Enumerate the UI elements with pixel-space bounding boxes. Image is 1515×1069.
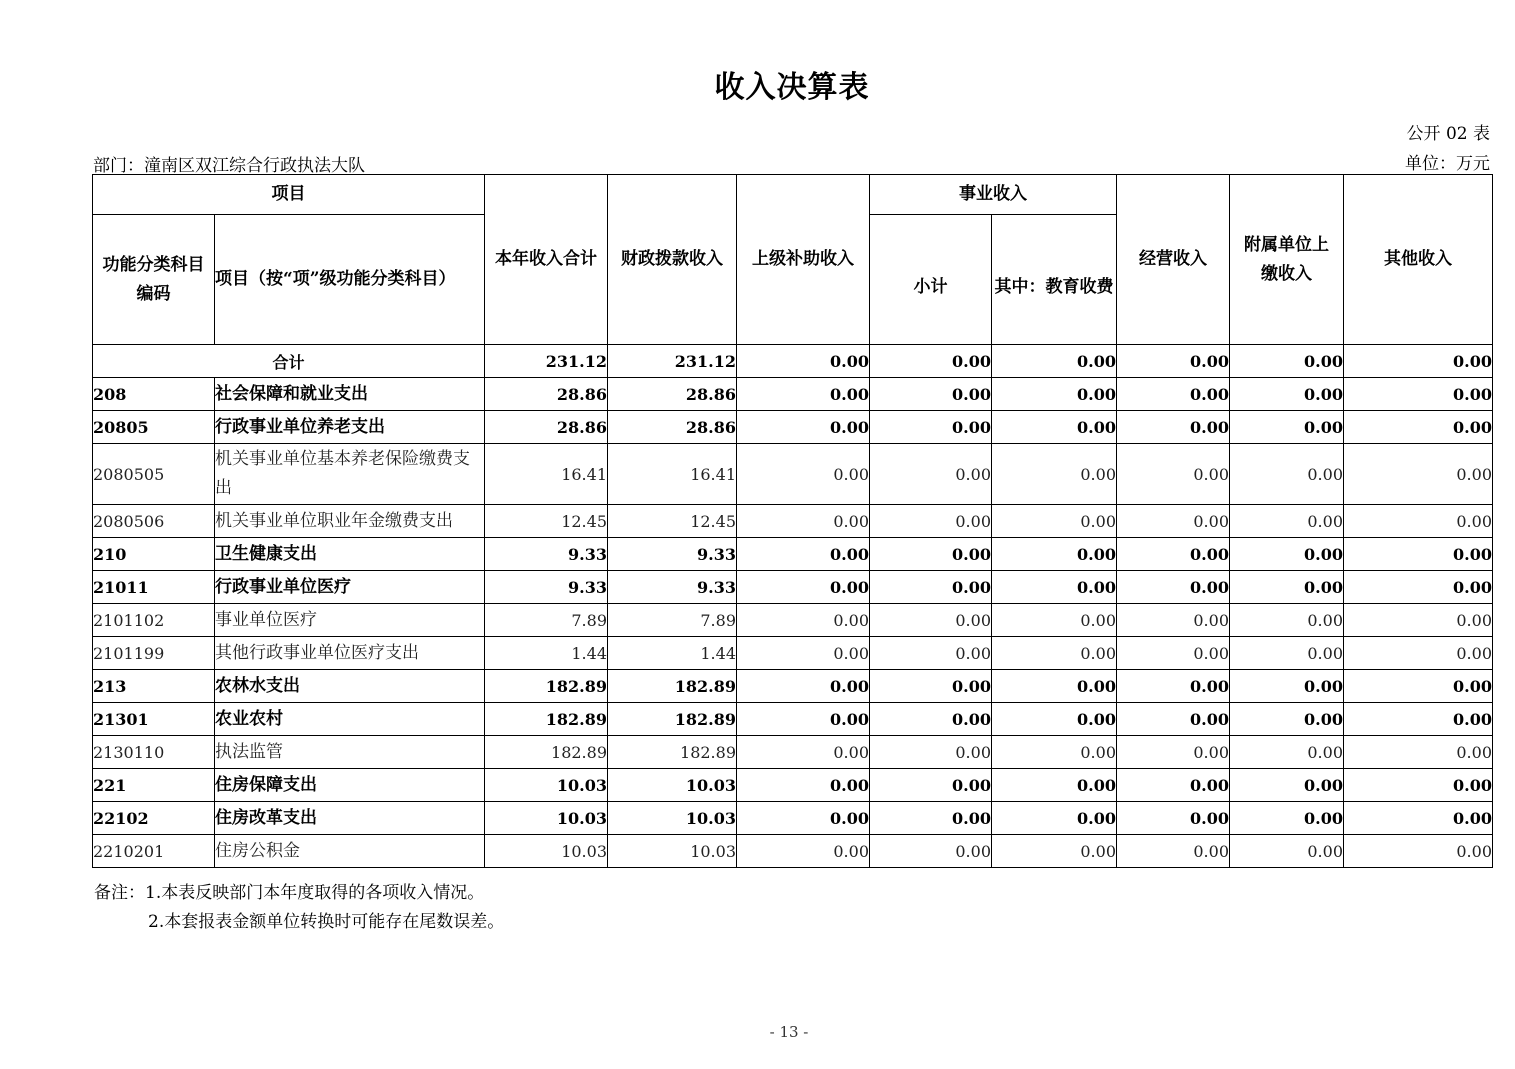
value-cell: 0.00: [870, 378, 992, 411]
value-cell: 10.03: [485, 769, 608, 802]
value-cell: 182.89: [485, 703, 608, 736]
value-cell: 0.00: [992, 835, 1117, 868]
value-cell: 0.00: [737, 736, 870, 769]
item-name-cell: 住房保障支出: [215, 769, 485, 802]
value-cell: 0.00: [1344, 802, 1493, 835]
value-cell: 0.00: [737, 703, 870, 736]
value-cell: 0.00: [870, 571, 992, 604]
value-cell: 182.89: [485, 670, 608, 703]
total-label: 合计: [93, 345, 485, 378]
value-cell: 0.00: [1344, 571, 1493, 604]
table-row: [93, 835, 1493, 868]
value-cell: 0.00: [870, 444, 992, 505]
value-cell: 16.41: [608, 444, 737, 505]
value-cell: 0.00: [1344, 411, 1493, 444]
value-cell: 0.00: [1230, 670, 1344, 703]
header-superior-subsidy: 上级补助收入: [737, 175, 870, 345]
value-cell: 0.00: [1117, 444, 1230, 505]
value-cell: 0.00: [1344, 670, 1493, 703]
value-cell: 0.00: [870, 411, 992, 444]
value-cell: 28.86: [485, 411, 608, 444]
unit-label: 单位：万元: [1405, 154, 1490, 174]
value-cell: 0.00: [1344, 538, 1493, 571]
value-cell: 0.00: [1230, 736, 1344, 769]
func-code-cell: 20805: [93, 411, 215, 444]
value-cell: 0.00: [1344, 604, 1493, 637]
value-cell: 0.00: [1344, 736, 1493, 769]
table-row: [93, 802, 1493, 835]
item-name-cell: 行政事业单位医疗: [215, 571, 485, 604]
value-cell: 0.00: [737, 835, 870, 868]
value-cell: 0.00: [992, 670, 1117, 703]
header-project-group: 项目: [93, 175, 485, 215]
value-cell: 28.86: [608, 411, 737, 444]
item-name-cell: 卫生健康支出: [215, 538, 485, 571]
value-cell: 0.00: [1230, 703, 1344, 736]
value-cell: 0.00: [737, 378, 870, 411]
notes: [94, 879, 504, 937]
value-cell: 9.33: [485, 571, 608, 604]
value-cell: 10.03: [485, 835, 608, 868]
value-cell: 0.00: [1117, 571, 1230, 604]
value-cell: 0.00: [1117, 604, 1230, 637]
item-name-cell: 农林水支出: [215, 670, 485, 703]
table-row: [93, 670, 1493, 703]
value-cell: 0.00: [870, 802, 992, 835]
func-code-cell: 221: [93, 769, 215, 802]
value-cell: 0.00: [1230, 411, 1344, 444]
value-cell: 0.00: [1230, 505, 1344, 538]
value-cell: 16.41: [485, 444, 608, 505]
page-number: - 13 -: [769, 1023, 809, 1041]
value-cell: 0.00: [870, 637, 992, 670]
table-row: [93, 703, 1493, 736]
value-cell: 12.45: [608, 505, 737, 538]
value-cell: 0.00: [737, 670, 870, 703]
value-cell: 9.33: [485, 538, 608, 571]
value-cell: 0.00: [870, 505, 992, 538]
value-cell: 0.00: [992, 604, 1117, 637]
value-cell: 0.00: [1230, 378, 1344, 411]
func-code-cell: 210: [93, 538, 215, 571]
value-cell: 0.00: [1230, 769, 1344, 802]
table-row: [93, 769, 1493, 802]
table-row: [93, 411, 1493, 444]
func-code-cell: 213: [93, 670, 215, 703]
department-label: 部门：潼南区双江综合行政执法大队: [93, 156, 365, 176]
value-cell: 0.00: [1344, 505, 1493, 538]
value-cell: 7.89: [485, 604, 608, 637]
value-cell: 28.86: [608, 378, 737, 411]
value-cell: 9.33: [608, 538, 737, 571]
func-code-cell: 22102: [93, 802, 215, 835]
note-line-2: 2.本套报表金额单位转换时可能存在尾数误差。: [148, 912, 505, 932]
value-cell: 0.00: [737, 802, 870, 835]
value-cell: 0.00: [1117, 703, 1230, 736]
value-cell: 0.00: [1230, 444, 1344, 505]
value-cell: 0.00: [1344, 637, 1493, 670]
total-value: 0.00: [1117, 345, 1230, 378]
item-name-cell: 执法监管: [215, 736, 485, 769]
value-cell: 0.00: [1117, 736, 1230, 769]
value-cell: 0.00: [1344, 703, 1493, 736]
value-cell: 182.89: [608, 670, 737, 703]
table-row: [93, 571, 1493, 604]
item-name-cell: 其他行政事业单位医疗支出: [215, 637, 485, 670]
value-cell: 10.03: [608, 769, 737, 802]
value-cell: 0.00: [992, 378, 1117, 411]
value-cell: 0.00: [870, 538, 992, 571]
value-cell: 0.00: [1344, 769, 1493, 802]
item-name-cell: 农业农村: [215, 703, 485, 736]
item-name-cell: 住房改革支出: [215, 802, 485, 835]
value-cell: 0.00: [1117, 505, 1230, 538]
header-affiliated: 附属单位上缴收入: [1230, 175, 1344, 345]
income-table: [92, 174, 1493, 868]
value-cell: 0.00: [1117, 637, 1230, 670]
header-subtotal: 小计: [870, 215, 992, 345]
total-value: 0.00: [992, 345, 1117, 378]
table-row: [93, 378, 1493, 411]
value-cell: 0.00: [737, 411, 870, 444]
value-cell: 0.00: [992, 571, 1117, 604]
report-title: 收入决算表: [714, 70, 870, 105]
value-cell: 0.00: [1344, 444, 1493, 505]
table-row: [93, 736, 1493, 769]
total-value: 231.12: [485, 345, 608, 378]
value-cell: 0.00: [1117, 769, 1230, 802]
value-cell: 0.00: [737, 538, 870, 571]
value-cell: 182.89: [608, 736, 737, 769]
value-cell: 0.00: [992, 444, 1117, 505]
header-total-income: 本年收入合计: [485, 175, 608, 345]
form-number: 公开 02 表: [1406, 124, 1490, 144]
value-cell: 0.00: [870, 769, 992, 802]
total-value: 0.00: [1230, 345, 1344, 378]
total-row: [93, 345, 1493, 378]
value-cell: 0.00: [1230, 571, 1344, 604]
value-cell: 0.00: [737, 637, 870, 670]
value-cell: 0.00: [992, 505, 1117, 538]
value-cell: 0.00: [737, 604, 870, 637]
value-cell: 9.33: [608, 571, 737, 604]
value-cell: 0.00: [1117, 670, 1230, 703]
value-cell: 0.00: [1117, 411, 1230, 444]
value-cell: 0.00: [1117, 802, 1230, 835]
header-item-name: 项目（按“项”级功能分类科目）: [215, 215, 485, 345]
func-code-cell: 2101199: [93, 637, 215, 670]
value-cell: 0.00: [870, 670, 992, 703]
value-cell: 182.89: [485, 736, 608, 769]
value-cell: 1.44: [608, 637, 737, 670]
header-operating: 经营收入: [1117, 175, 1230, 345]
table-row: [93, 538, 1493, 571]
value-cell: 0.00: [992, 769, 1117, 802]
value-cell: 182.89: [608, 703, 737, 736]
value-cell: 10.03: [608, 802, 737, 835]
item-name-cell: 社会保障和就业支出: [215, 378, 485, 411]
header-func-code: 功能分类科目编码: [93, 215, 215, 345]
value-cell: 0.00: [870, 703, 992, 736]
value-cell: 0.00: [992, 703, 1117, 736]
item-name-cell: 机关事业单位基本养老保险缴费支出: [215, 444, 485, 505]
item-name-cell: 机关事业单位职业年金缴费支出: [215, 505, 485, 538]
func-code-cell: 2080506: [93, 505, 215, 538]
value-cell: 1.44: [485, 637, 608, 670]
header-education-fee: 其中：教育收费: [992, 215, 1117, 345]
value-cell: 7.89: [608, 604, 737, 637]
note-line-1: 备注：1.本表反映部门本年度取得的各项收入情况。: [94, 883, 485, 903]
value-cell: 0.00: [737, 444, 870, 505]
value-cell: 0.00: [737, 769, 870, 802]
item-name-cell: 行政事业单位养老支出: [215, 411, 485, 444]
value-cell: 0.00: [1117, 835, 1230, 868]
value-cell: 0.00: [992, 538, 1117, 571]
table-row: [93, 505, 1493, 538]
value-cell: 0.00: [737, 505, 870, 538]
value-cell: 10.03: [485, 802, 608, 835]
value-cell: 10.03: [608, 835, 737, 868]
value-cell: 0.00: [1344, 835, 1493, 868]
table-row: [93, 637, 1493, 670]
total-value: 231.12: [608, 345, 737, 378]
table-row: [93, 604, 1493, 637]
value-cell: 0.00: [1230, 538, 1344, 571]
value-cell: 0.00: [992, 736, 1117, 769]
table-row: [93, 444, 1493, 505]
func-code-cell: 2101102: [93, 604, 215, 637]
value-cell: 28.86: [485, 378, 608, 411]
total-value: 0.00: [737, 345, 870, 378]
total-value: 0.00: [1344, 345, 1493, 378]
total-value: 0.00: [870, 345, 992, 378]
header-fiscal: 财政拨款收入: [608, 175, 737, 345]
value-cell: 0.00: [870, 736, 992, 769]
value-cell: 0.00: [870, 604, 992, 637]
value-cell: 0.00: [1230, 637, 1344, 670]
value-cell: 0.00: [737, 571, 870, 604]
header-business-income-group: 事业收入: [870, 175, 1117, 215]
value-cell: 0.00: [1117, 538, 1230, 571]
header-other: 其他收入: [1344, 175, 1493, 345]
value-cell: 0.00: [992, 411, 1117, 444]
value-cell: 12.45: [485, 505, 608, 538]
value-cell: 0.00: [1117, 378, 1230, 411]
value-cell: 0.00: [1230, 802, 1344, 835]
func-code-cell: 208: [93, 378, 215, 411]
value-cell: 0.00: [1230, 835, 1344, 868]
value-cell: 0.00: [870, 835, 992, 868]
item-name-cell: 事业单位医疗: [215, 604, 485, 637]
value-cell: 0.00: [992, 637, 1117, 670]
value-cell: 0.00: [992, 802, 1117, 835]
value-cell: 0.00: [1230, 604, 1344, 637]
item-name-cell: 住房公积金: [215, 835, 485, 868]
value-cell: 0.00: [1344, 378, 1493, 411]
func-code-cell: 2080505: [93, 444, 215, 505]
func-code-cell: 2130110: [93, 736, 215, 769]
func-code-cell: 21301: [93, 703, 215, 736]
func-code-cell: 21011: [93, 571, 215, 604]
func-code-cell: 2210201: [93, 835, 215, 868]
